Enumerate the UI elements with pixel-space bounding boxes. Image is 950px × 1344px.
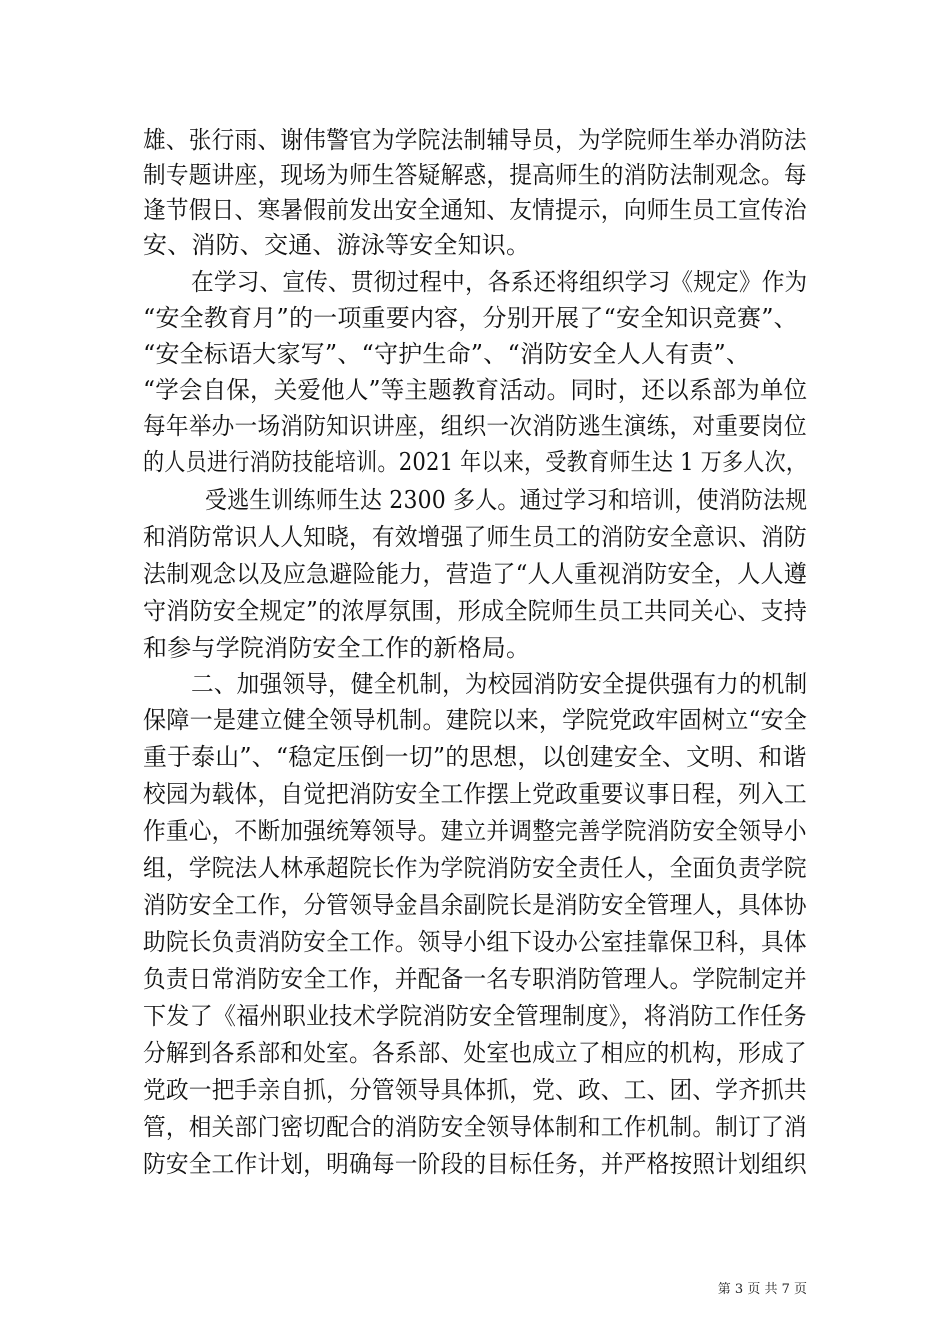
text-line: 制专题讲座，现场为师生答疑解惑，提高师生的消防法制观念。每 xyxy=(143,161,807,189)
text-line: 重于泰山”、“稳定压倒一切”的思想，以创建安全、文明、和谐 xyxy=(143,743,807,771)
text-line: 安、消防、交通、游泳等安全知识。 xyxy=(143,231,531,259)
text-line: 管，相关部门密切配合的消防安全领导体制和工作机制。制订了消 xyxy=(143,1113,807,1141)
text-line: 防安全工作计划，明确每一阶段的目标任务，并严格按照计划组织 xyxy=(143,1150,807,1178)
section-heading-line: 二、加强领导，健全机制，为校园消防安全提供强有力的机制 xyxy=(191,670,808,698)
text-line: 的人员进行消防技能培训。2021 年以来，受教育师生达 1 万多人次， xyxy=(143,448,808,476)
text-line: 校园为载体，自觉把消防安全工作摆上党政重要议事日程，列入工 xyxy=(143,780,807,808)
text-line: 组，学院法人林承超院长作为学院消防安全责任人，全面负责学院 xyxy=(143,854,807,882)
text-line: 和消防常识人人知晓，有效增强了师生员工的消防安全意识、消防 xyxy=(143,523,807,551)
text-line: 雄、张行雨、谢伟警官为学院法制辅导员，为学院师生举办消防法 xyxy=(143,126,807,154)
text-line: 守消防安全规定”的浓厚氛围，形成全院师生员工共同关心、支持 xyxy=(143,597,808,625)
text-line: 负责日常消防安全工作，并配备一名专职消防管理人。学院制定并 xyxy=(143,965,807,993)
text-line: 下发了《福州职业技术学院消防安全管理制度》，将消防工作任务 xyxy=(143,1002,807,1030)
text-line: 作重心，不断加强统筹领导。建立并调整完善学院消防安全领导小 xyxy=(143,817,807,845)
paragraph-first-line: 受逃生训练师生达 2300 多人。通过学习和培训，使消防法规 xyxy=(205,486,808,514)
text-line: 法制观念以及应急避险能力，营造了“人人重视消防安全，人人遵 xyxy=(143,560,808,588)
text-line: 保障一是建立健全领导机制。建院以来，学院党政牢固树立“安全 xyxy=(143,706,808,734)
text-line: 分解到各系部和处室。各系部、处室也成立了相应的机构，形成了 xyxy=(143,1039,807,1067)
text-line: 党政一把手亲自抓，分管领导具体抓，党、政、工、团、学齐抓共 xyxy=(143,1076,807,1104)
text-line: 每年举办一场消防知识讲座，组织一次消防逃生演练，对重要岗位 xyxy=(143,412,807,440)
text-line: 逢节假日、寒暑假前发出安全通知、友情提示，向师生员工宣传治 xyxy=(143,196,807,224)
text-line: “安全教育月”的一项重要内容，分别开展了“安全知识竞赛”、 xyxy=(143,304,798,332)
page-number-footer: 第 3 页 共 7 页 xyxy=(717,1282,807,1297)
text-line: 消防安全工作，分管领导金昌余副院长是消防安全管理人，具体协 xyxy=(143,891,807,919)
text-line: “安全标语大家写”、“守护生命”、“消防安全人人有责”、 xyxy=(143,340,751,368)
text-line: “学会自保，关爱他人”等主题教育活动。同时，还以系部为单位 xyxy=(143,376,808,404)
text-line: 助院长负责消防安全工作。领导小组下设办公室挂靠保卫科，具体 xyxy=(143,928,807,956)
paragraph-first-line: 在学习、宣传、贯彻过程中，各系还将组织学习《规定》作为 xyxy=(191,268,808,296)
text-line: 和参与学院消防安全工作的新格局。 xyxy=(143,634,531,662)
